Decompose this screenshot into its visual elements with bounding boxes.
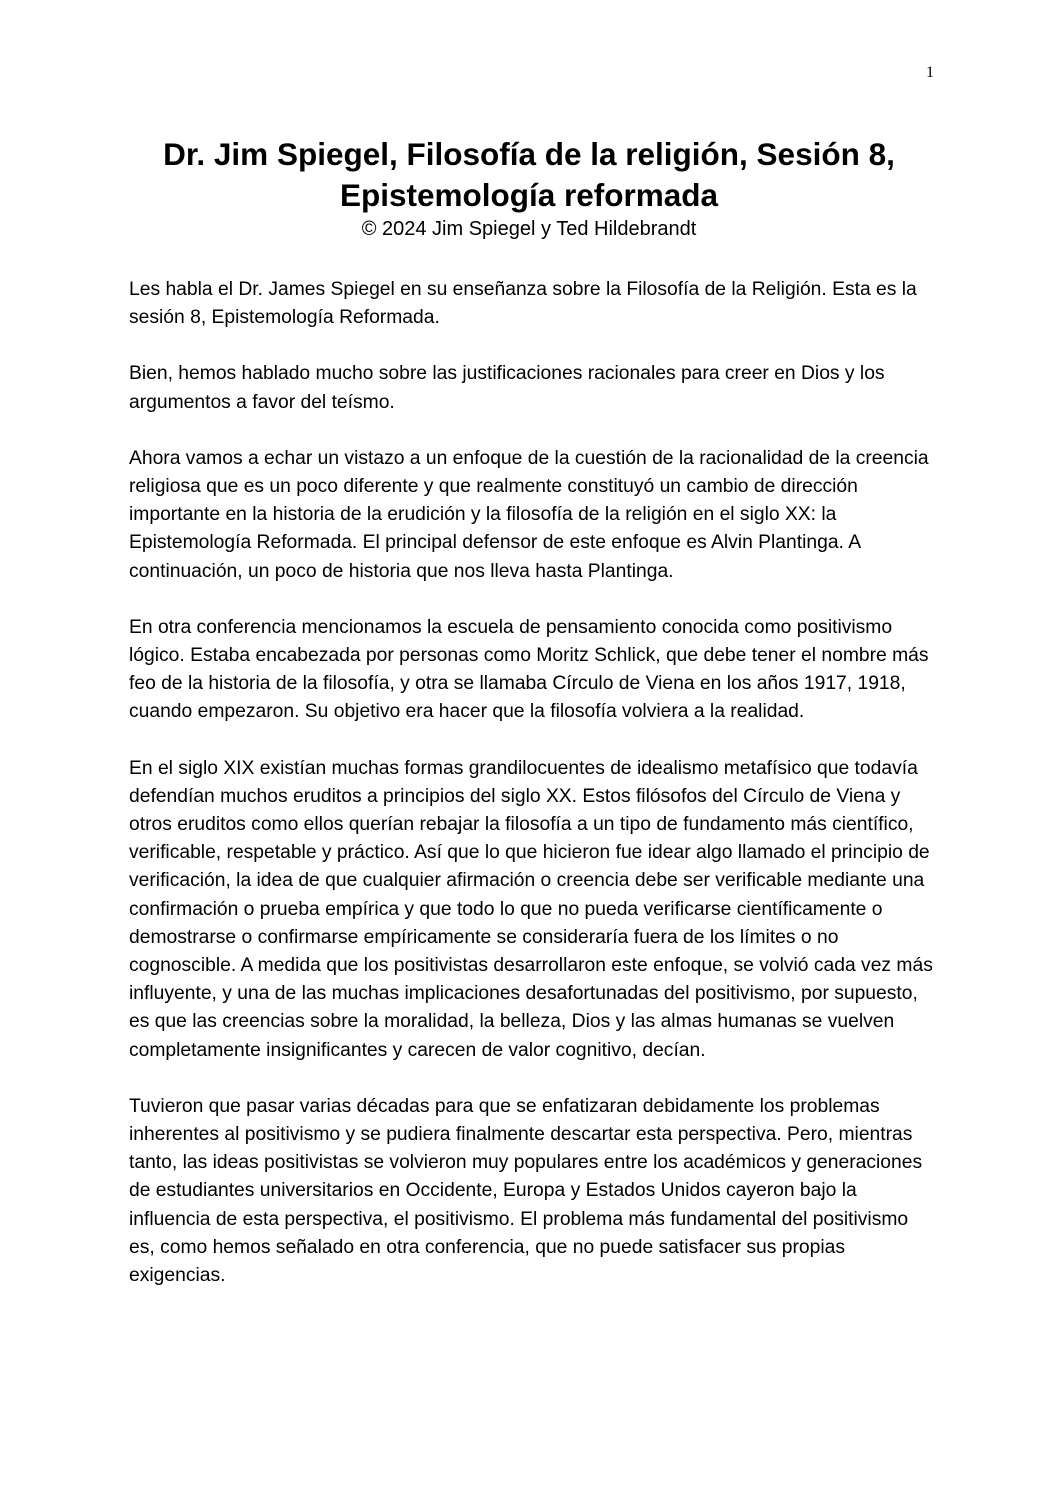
document-header [128, 134, 930, 242]
paragraph: Tuvieron que pasar varias décadas para que se enfatizaran debidamente los problemas inherentes al positivismo y se pudiera finalmente descartar esta perspectiva. Pero, mientras tanto, las ideas positivistas se volvieron muy populares entre los académicos y generaciones de estudiantes universitarios en Occidente, Europa y Estados Unidos cayeron bajo la influencia de esta perspectiva, el positivismo. El problema más fundamental del positivismo es, como hemos señalado en otra conferencia, que no puede satisfacer sus propias exigencias. [129, 1095, 923, 1287]
document-body [129, 276, 935, 1318]
paragraph: En otra conferencia mencionamos la escuela de pensamiento conocida como positivismo lógico. Estaba encabezada por personas como Moritz Schlick, que debe tener el nombre más feo de la historia de la filosofía, y otra se llamaba Círculo de Viena en los años 1917, 1918, cuando empezaron. Su objetivo era hacer que la filosofía volviera a la realidad. [129, 616, 929, 723]
paragraph: Les habla el Dr. James Spiegel en su enseñanza sobre la Filosofía de la Religión. Esta es la sesión 8, Epistemología Reformada. [129, 279, 917, 329]
copyright-line: © 2024 Jim Spiegel y Ted Hildebrandt [361, 218, 697, 240]
title-line-1: Dr. Jim Spiegel, Filosofía de la religión, Sesión 8, [163, 136, 895, 172]
paragraph: Bien, hemos hablado mucho sobre las justificaciones racionales para creer en Dios y los argumentos a favor del teísmo. [129, 363, 885, 413]
document-title [128, 134, 930, 216]
paragraph: En el siglo XIX existían muchas formas grandilocuentes de idealismo metafísico que todavía defendían muchos eruditos a principios del siglo XX. Estos filósofos del Círculo de Viena y otros eruditos como ellos querían rebajar la filosofía a un tipo de fundamento más científico, verificable, respetable y práctico. Así que lo que hicieron fue idear algo llamado el principio de verificación, la idea de que cualquier afirmación o creencia debe ser verificable mediante una confirmación o prueba empírica y que todo lo que no pueda verificarse científicamente o demostrarse o confirmarse empíricamente se consideraría fuera de los límites o no cognoscible. A medida que los positivistas desarrollaron este enfoque, se volvió cada vez más influyente, y una de las muchas implicaciones desafortunadas del positivismo, por supuesto, es que las creencias sobre la moralidad, la belleza, Dios y las almas humanas se vuelven completamente insignificantes y carecen de valor cognitivo, decían. [129, 757, 933, 1061]
page-number: 1 [926, 64, 934, 81]
paragraph: Ahora vamos a echar un vistazo a un enfoque de la cuestión de la racionalidad de la creencia religiosa que es un poco diferente y que realmente constituyó un cambio de dirección importante en la historia de la erudición y la filosofía de la religión en el siglo XX: la Epistemología Reformada. El principal defensor de este enfoque es Alvin Plantinga. A continuación, un poco de historia que nos lleva hasta Plantinga. [129, 447, 929, 582]
title-line-2: Epistemología reformada [339, 177, 719, 213]
